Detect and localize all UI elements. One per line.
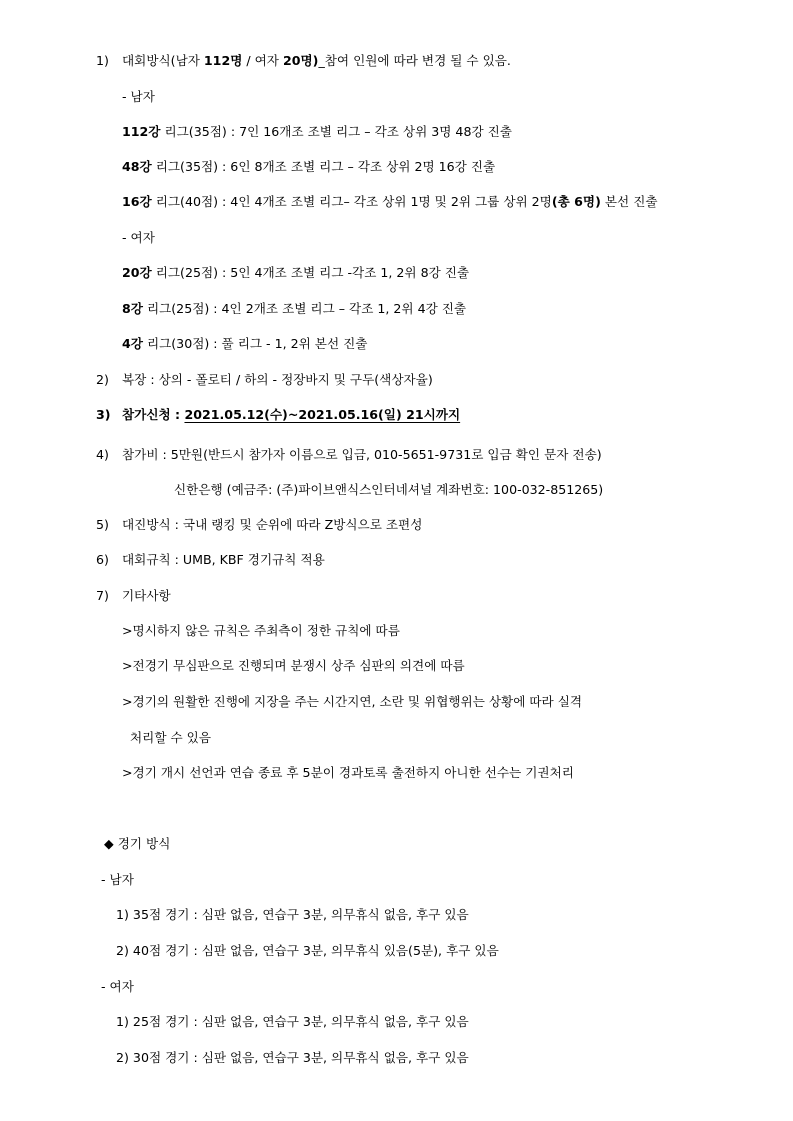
bank-account: 신한은행 (예금주: (주)파이브앤식스인터네셔널 계좌번호: 100-032-851265) [174,482,604,497]
women-count: 20명) [282,53,319,68]
rules: 대회규칙 : UMB, KBF 경기규칙 적용 [122,552,325,567]
round-desc: 리그(40점) : 4인 4개조 조별 리그– 각조 상위 1명 및 2위 그룹 상위 2명 [151,194,552,209]
women-round-20 [122,264,469,282]
women-round-4 [122,335,367,353]
round-desc-end: 본선 진출 [600,194,658,209]
misc-item-continued: 처리할 수 있음 [130,730,211,745]
round-name: 4강 [122,336,143,351]
game-women-label: - 여자 [101,979,134,994]
dress-code: 복장 : 상의 - 폴로티 / 하의 - 정장바지 및 구두(색상자율) [122,372,433,387]
misc-item: >경기의 원활한 진행에 지장을 주는 시간지연, 소란 및 위협행위는 상황에 따라 실격 [122,694,583,709]
section-1-number: 1) [96,53,109,68]
round-name: 16강 [122,194,152,209]
registration-period: 2021.05.12(수)~2021.05.16(일) 21시까지 [184,407,461,422]
round-name: 48강 [122,159,152,174]
game-method-title: 경기 방식 [117,836,171,851]
misc-title: 기타사항 [122,588,171,603]
section-1-format [122,52,511,70]
men-count: 112명 [203,53,243,68]
section-6-number: 6) [96,552,109,567]
men-round-16 [122,193,658,211]
round-desc: 리그(30점) : 풀 리그 - 1, 2위 본선 진출 [142,336,368,351]
section-4-number: 4) [96,447,109,462]
game-women-item: 2) 30점 경기 : 심판 없음, 연습구 3분, 의무휴식 없음, 후구 있음 [116,1050,469,1065]
format-prefix: 대회방식(남자 [122,53,204,68]
women-round-8 [122,300,466,318]
game-men-item: 1) 35점 경기 : 심판 없음, 연습구 3분, 의무휴식 없음, 후구 있음 [116,907,469,922]
misc-item: >경기 개시 선언과 연습 종료 후 5분이 경과토록 출전하지 아니한 선수는 기권처리 [122,765,574,780]
women-label: - 여자 [122,230,155,245]
section-5-number: 5) [96,517,109,532]
round-desc: 리그(35점) : 7인 16개조 조별 리그 – 각조 상위 3명 48강 진출 [160,124,512,139]
game-method-heading [104,835,170,853]
bracket-method: 대진방식 : 국내 랭킹 및 순위에 따라 Z방식으로 조편성 [122,517,423,532]
round-name: 8강 [122,301,143,316]
game-women-item: 1) 25점 경기 : 심판 없음, 연습구 3분, 의무휴식 없음, 후구 있음 [116,1014,469,1029]
misc-item: >명시하지 않은 규칙은 주최측이 정한 규칙에 따름 [122,623,400,638]
section-7-number: 7) [96,588,109,603]
men-round-48 [122,158,495,176]
men-round-112 [122,123,512,141]
section-2-number: 2) [96,372,109,387]
men-label: - 남자 [122,89,155,104]
round-name: 112강 [122,124,161,139]
round-desc: 리그(35점) : 6인 8개조 조별 리그 – 각조 상위 2명 16강 진출 [151,159,496,174]
round-total: (총 6명) [551,194,601,209]
format-note: _참여 인원에 따라 변경 될 수 있음. [318,53,511,68]
format-slash: / 여자 [242,53,283,68]
entry-fee: 참가비 : 5만원(반드시 참가자 이름으로 입금, 010-5651-9731로 입금 확인 문자 전송) [122,447,602,462]
game-men-label: - 남자 [101,872,134,887]
diamond-bullet-icon: ◆ [104,836,114,851]
misc-item: >전경기 무심판으로 진행되며 분쟁시 상주 심판의 의견에 따름 [122,658,465,673]
game-men-item: 2) 40점 경기 : 심판 없음, 연습구 3분, 의무휴식 있음(5분), 후구 있음 [116,943,499,958]
round-desc: 리그(25점) : 5인 4개조 조별 리그 -각조 1, 2위 8강 진출 [151,265,470,280]
section-3-number: 3) [96,407,111,422]
registration [122,406,460,424]
round-name: 20강 [122,265,152,280]
round-desc: 리그(25점) : 4인 2개조 조별 리그 – 각조 1, 2위 4강 진출 [142,301,467,316]
registration-label: 참가신청 : [122,407,185,422]
